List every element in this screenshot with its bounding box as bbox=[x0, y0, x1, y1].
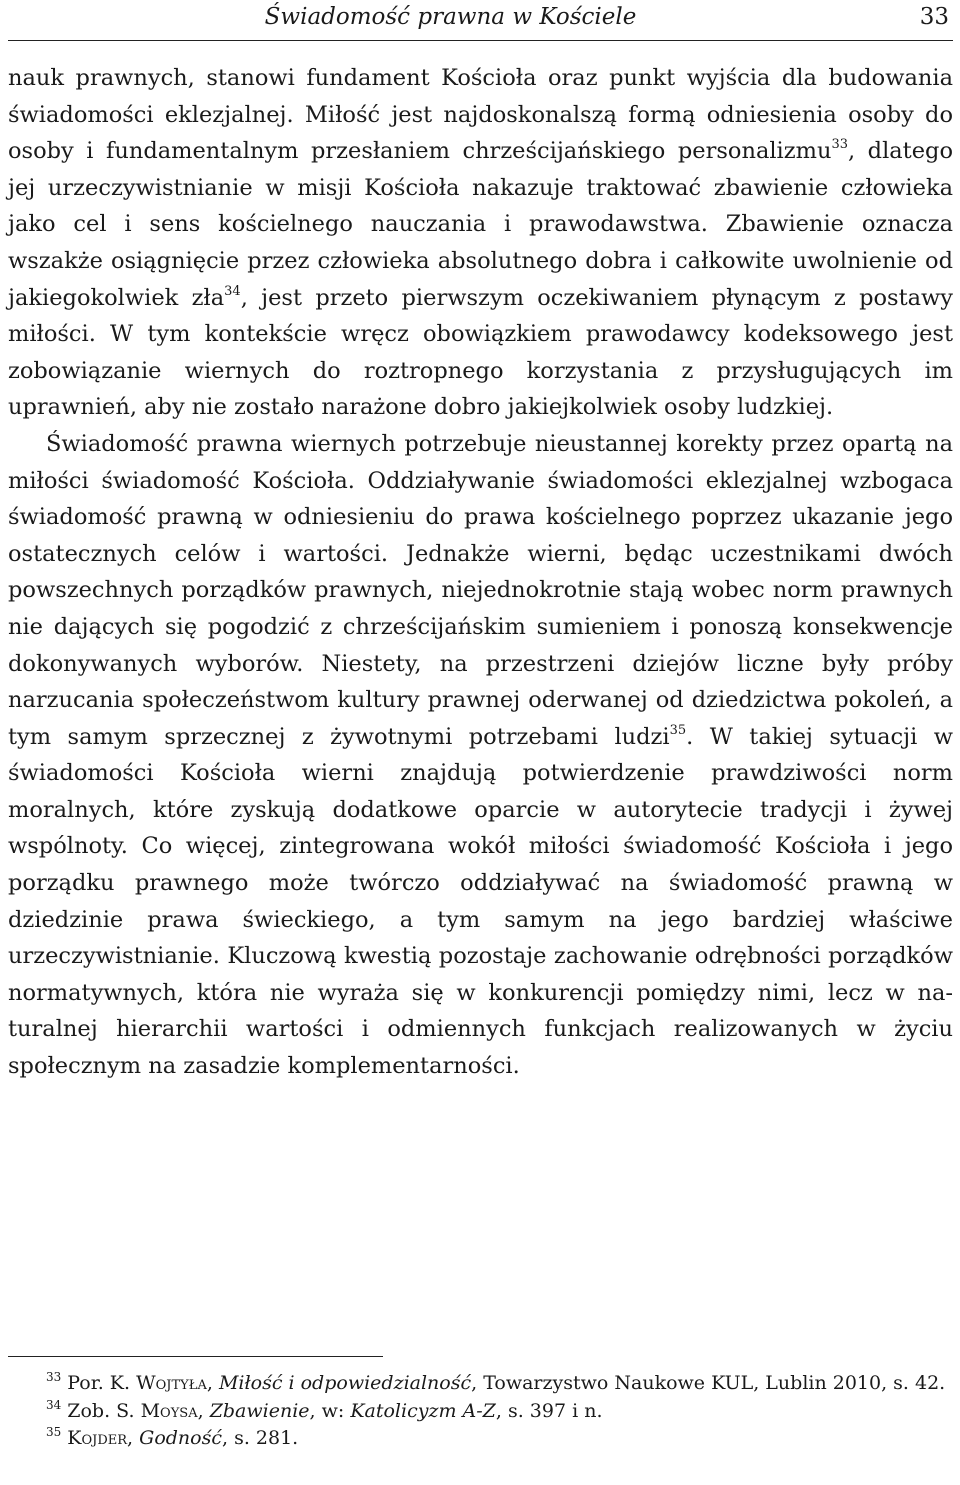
footnote-number: 34 bbox=[46, 1397, 62, 1412]
footnote-35 bbox=[8, 1425, 953, 1453]
paragraph-1-text-c: , jest przeto pierwszym oczekiwaniem płynącym z postawy miłości. W tym kontekście wręcz obowiązkiem prawodawcy kodeksowego jest zobowiązanie wiernych do roztropnego korzystania z przysługujących im uprawnień, aby nie zostało narażone dobro jakiejkolwiek osoby ludzkiej. bbox=[8, 284, 953, 421]
footnote-ref-33: 33 bbox=[831, 137, 848, 153]
footnote-text: , Towarzystwo Naukowe KUL, Lublin 2010, s. 42. bbox=[471, 1372, 946, 1394]
page-number: 33 bbox=[919, 4, 949, 30]
footnote-number: 35 bbox=[46, 1425, 62, 1439]
footnote-author: Kojder bbox=[67, 1427, 128, 1449]
footnote-title: Zbawienie bbox=[209, 1399, 310, 1422]
footnote-34 bbox=[8, 1398, 953, 1426]
footnote-title: Godność bbox=[139, 1427, 222, 1449]
footnote-number: 33 bbox=[46, 1370, 62, 1384]
running-title: Świadomość prawna w Kościele bbox=[264, 4, 637, 30]
paragraph-2-text-a: Świadomość prawna wiernych potrzebuje nieustannej korekty przez opartą na miłości świadomość Kościoła. Oddziaływanie świadomości eklezjalnej wzbogaca świadomość prawną w odniesieniu do prawa kościelnego poprzez ukazanie jego ostatecznych celów i wartości. Jednakże wierni, będąc uczestnikami dwóch powszechnych porządków prawnych, niejednokrotnie stają wobec norm prawnych nie dających się pogodzić z chrześcijańskim sumieniem i ponoszą konsekwencje dokonywanych wyborów. Niestety, na przestrzeni dziejów liczne były próby narzucania społeczeństwom kultury prawnej oderwanej od dziedzictwa pokoleń, a tym samym sprzecznej z żywotnymi potrzebami ludzi bbox=[8, 430, 953, 750]
footnote-text: , s. 281. bbox=[222, 1427, 299, 1449]
footnotes bbox=[8, 1370, 953, 1453]
footnote-text: , bbox=[206, 1372, 219, 1394]
footnote-text: , bbox=[197, 1399, 210, 1422]
paragraph-1-text-b: , dlatego jej urzeczywistnianie w misji Kościoła nakazuje traktować zbawienie człowieka jako cel i sens kościelnego nauczania i prawodawstwa. Zbawienie oznacza wszakże osiągnięcie przez człowieka absolutnego dobra i całkowite uwolnienie od jakiegokolwiek zła bbox=[8, 138, 953, 311]
footnote-text: , w: bbox=[309, 1399, 351, 1422]
footnote-33 bbox=[8, 1370, 953, 1398]
footnote-text: Por. K. bbox=[67, 1372, 137, 1394]
paragraph-1 bbox=[8, 60, 953, 426]
paragraph-2 bbox=[8, 426, 953, 1085]
running-header bbox=[8, 0, 953, 41]
footnote-title: Miłość i odpowiedzialność bbox=[218, 1372, 472, 1394]
footnote-ref-34: 34 bbox=[224, 283, 241, 299]
footnote-text: Zob. S. bbox=[67, 1399, 141, 1422]
main-text bbox=[8, 60, 953, 1085]
footnote-text: , s. 397 i n. bbox=[495, 1399, 603, 1422]
footnote-author: Wojtyła bbox=[136, 1372, 207, 1394]
footnote-author: Moysa bbox=[140, 1399, 198, 1422]
footnote-title: Katolicyzm A-Z bbox=[350, 1399, 496, 1422]
footnote-ref-35: 35 bbox=[669, 722, 687, 738]
paragraph-2-text-b: . W takiej sytuacji w świadomości Kościoła wierni znajdują potwierdzenie prawdziwości norm moralnych, które zyskują dodatkowe oparcie w autorytecie tradycji i żywej wspólnoty. Co więcej, zintegrowana wokół miłości świadomość Kościoła i jego porządku prawnego może twórczo oddziaływać na świadomość prawną w dziedzinie prawa świeckiego, a tym samym na jego bardziej właściwe urzeczywistnianie. Kluczową kwestią pozostaje zachowanie odrębności porządków normatywnych, która nie wyraża się w konkurencji pomiędzy nimi, lecz w naturalnej hierarchii wartości i odmiennych funkcjach realizowanych w życiu społecznym na zasadzie komplementarności. bbox=[8, 723, 953, 1080]
footnote-separator bbox=[8, 1356, 383, 1357]
footnote-text: , bbox=[127, 1427, 140, 1449]
paragraph-1-text-a: nauk prawnych, stanowi fundament Kościoła oraz punkt wyjścia dla budowania świadomości eklezjalnej. Miłość jest najdoskonalszą formą odniesienia osoby do osoby i fundamentalnym przesłaniem chrześcijańskiego personalizmu bbox=[8, 65, 953, 165]
